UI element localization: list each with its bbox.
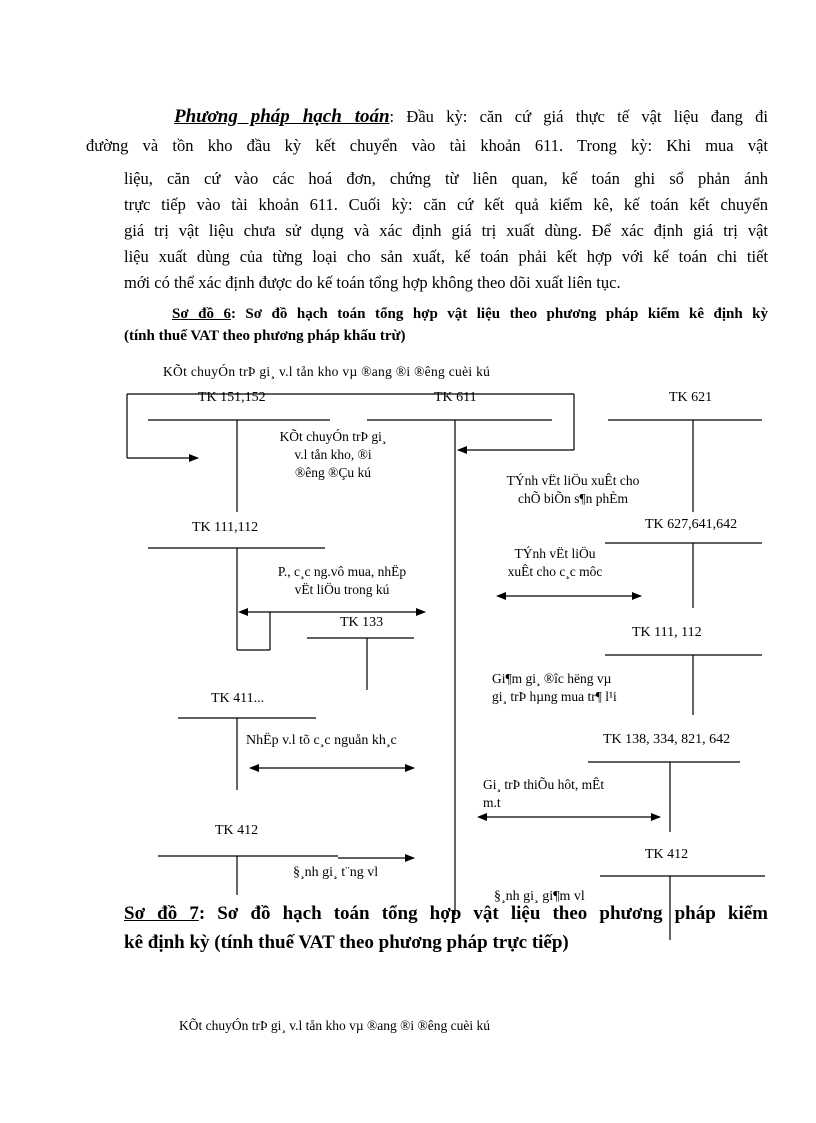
note-other-sources: NhËp v.l tõ c¸c nguån kh¸c bbox=[246, 733, 397, 748]
note-line: gi¸ trÞ hµng mua tr¶ l¹i bbox=[492, 689, 617, 704]
account-tk151: TK 151,152 bbox=[198, 390, 266, 405]
note-line: KÕt chuyÓn trÞ gi¸ bbox=[279, 429, 387, 444]
note-line: Gi¸ trÞ thiÕu hôt, mÊt bbox=[483, 777, 605, 792]
account-tk611: TK 611 bbox=[434, 390, 477, 405]
note-line: chÕ biÕn s¶n phÈm bbox=[518, 491, 628, 506]
diagram6-top-note: KÕt chuyÓn trÞ gi¸ v.l tån kho vµ ®ang ®i ®êng cuèi kú bbox=[163, 364, 491, 379]
note-line: Gi¶m gi¸ ®îc hëng vµ bbox=[492, 671, 612, 686]
diagram7-top-note: KÕt chuyÓn trÞ gi¸ v.l tån kho vµ ®ang ®i ®êng cuèi kú bbox=[179, 1018, 491, 1033]
note-opening-transfer bbox=[258, 428, 408, 482]
note-purchases bbox=[262, 563, 422, 599]
paragraph-line-3: liệu, căn cứ vào các hoá đơn, chứng từ liên quan, kế toán ghi sổ phản ánh bbox=[124, 169, 768, 188]
note-production-output bbox=[488, 472, 658, 508]
diagram6-caption-line2: (tính thuế VAT theo phương pháp khấu trừ) bbox=[124, 328, 406, 344]
paragraph-line-4: trực tiếp vào tài khoản 611. Cuối kỳ: căn cứ kết quả kiểm kê, kế toán kết chuyển bbox=[124, 195, 768, 214]
account-tk621: TK 621 bbox=[669, 390, 713, 405]
diagram6-caption-text: : Sơ đồ hạch toán tổng hợp vật liệu theo phương pháp kiểm kê định kỳ bbox=[230, 306, 768, 322]
account-tk138: TK 138, 334, 821, 642 bbox=[603, 732, 731, 747]
account-tk627: TK 627,641,642 bbox=[645, 517, 738, 532]
note-discounts bbox=[492, 670, 650, 706]
paragraph-line-5: giá trị vật liệu chưa sử dụng và xác định giá trị xuất dùng. Để xác định giá trị vật bbox=[124, 221, 768, 240]
note-revaluation-increase: §¸nh gi¸ t¨ng vl bbox=[293, 865, 379, 880]
paragraph-lead: Phương pháp hạch toán bbox=[174, 106, 390, 127]
note-revaluation-decrease: §¸nh gi¸ gi¶m vl bbox=[494, 889, 585, 904]
diagram7-caption-text: : Sơ đồ hạch toán tổng hợp vật liệu theo phương pháp kiểm bbox=[198, 903, 768, 924]
account-tk412: TK 412 bbox=[215, 823, 259, 838]
account-tk111b: TK 111, 112 bbox=[632, 625, 702, 640]
diagram7-caption-line2: kê định kỳ (tính thuế VAT theo phương pháp trực tiếp) bbox=[124, 932, 569, 953]
note-line: xuÊt cho c¸c môc bbox=[507, 564, 603, 579]
note-line: m.t bbox=[483, 795, 501, 810]
account-tk133: TK 133 bbox=[340, 615, 384, 630]
note-line: ®êng ®Çu kú bbox=[294, 465, 371, 480]
diagram7-caption bbox=[124, 900, 768, 928]
diagram7-caption-label: Sơ đồ 7 bbox=[124, 903, 199, 924]
note-line: P., c¸c ng.vô mua, nhËp bbox=[277, 564, 407, 579]
diagram6-caption-label: Sơ đồ 6 bbox=[172, 306, 231, 322]
paragraph-line1-rest: : Đầu kỳ: căn cứ giá thực tế vật liệu đang đi bbox=[389, 107, 768, 126]
note-line: TÝnh vËt liÖu bbox=[514, 546, 596, 561]
account-tk111: TK 111,112 bbox=[192, 520, 259, 535]
note-line: TÝnh vËt liÖu xuÊt cho bbox=[506, 473, 640, 488]
account-tk412b: TK 412 bbox=[645, 847, 689, 862]
note-line: vËt liÖu trong kú bbox=[294, 582, 390, 597]
note-line: v.l tån kho, ®i bbox=[294, 447, 372, 462]
note-shortage bbox=[483, 776, 633, 812]
note-other-purposes bbox=[490, 545, 620, 581]
paragraph-line-6: liệu xuất dùng của từng loại cho sản xuất, kế toán phải kết hợp với kế toán chi tiết bbox=[124, 247, 768, 266]
paragraph-line-7: mới có thể xác định được do kế toán tổng hợp không theo dõi xuất liên tục. bbox=[124, 273, 621, 292]
account-tk411: TK 411... bbox=[211, 691, 265, 706]
paragraph-line-2: đường và tồn kho đầu kỳ kết chuyển vào tài khoản 611. Trong kỳ: Khi mua vật bbox=[86, 136, 768, 155]
